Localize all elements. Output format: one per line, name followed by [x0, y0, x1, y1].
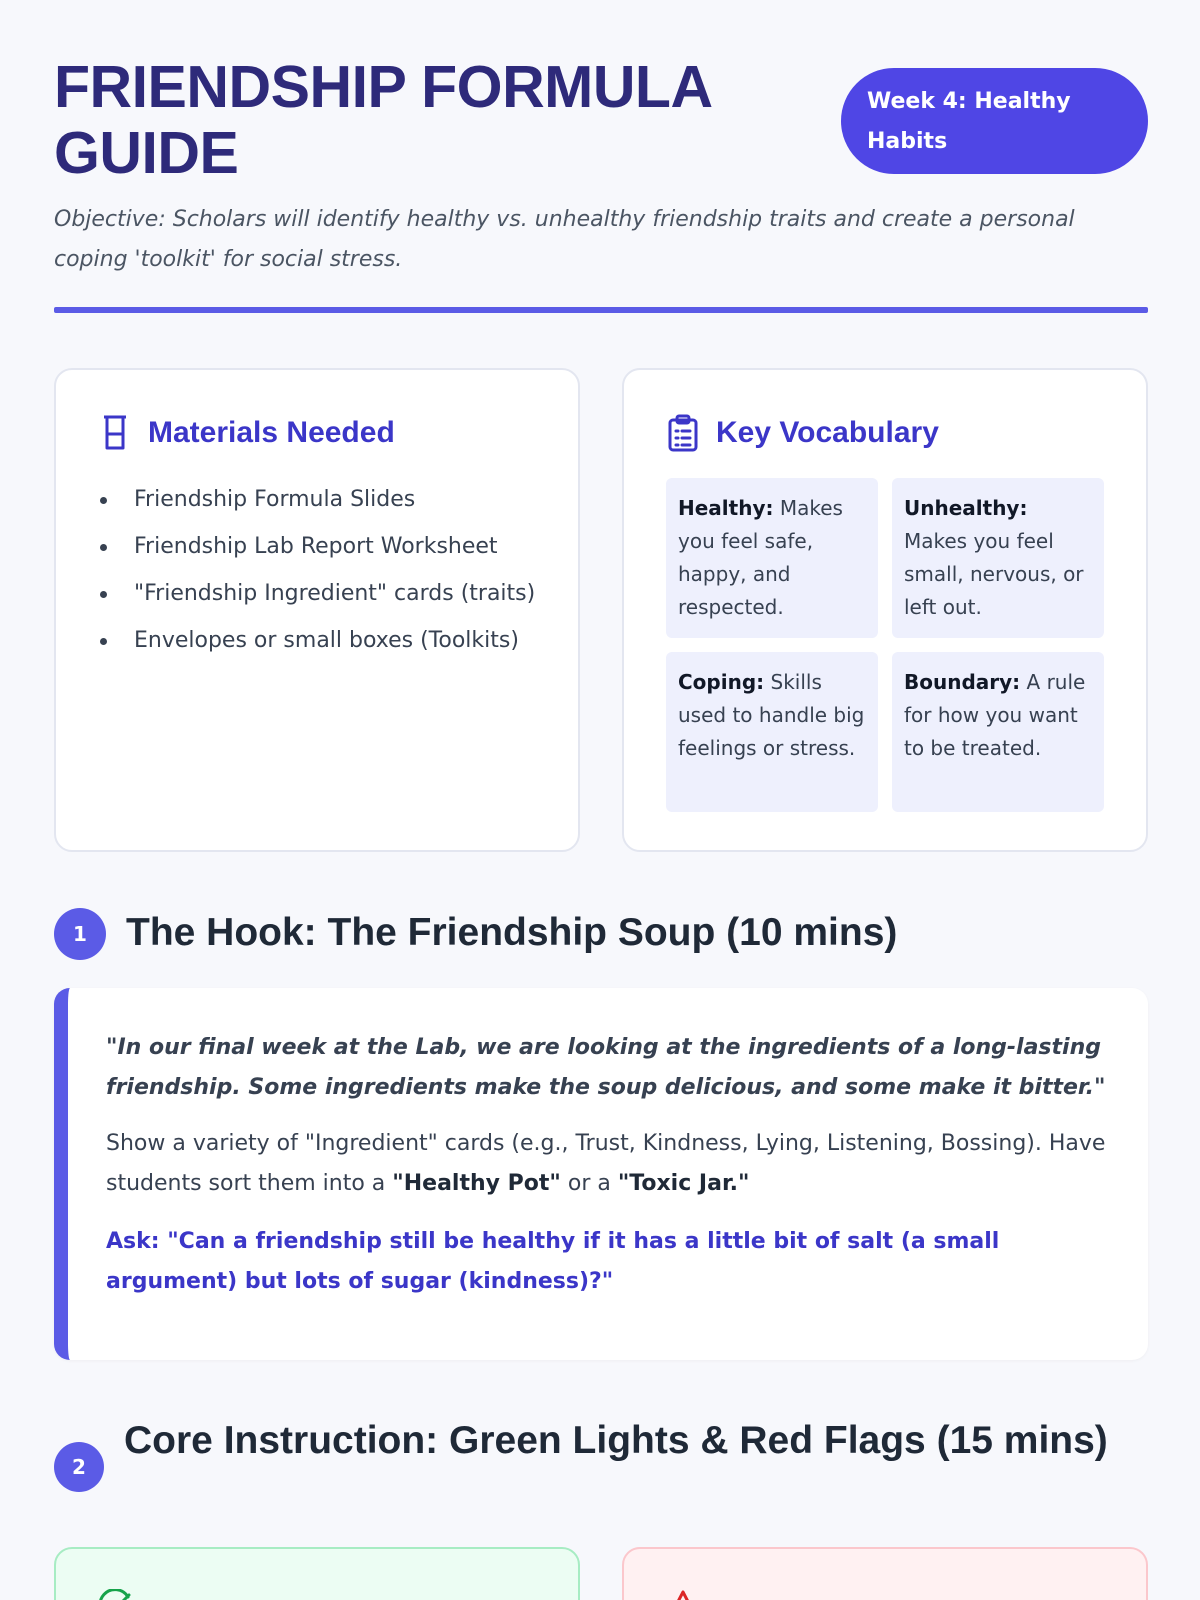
- materials-heading-label: Materials Needed: [148, 416, 395, 449]
- section-number-badge: 2: [54, 1442, 104, 1492]
- hook-text: Show a variety of "Ingredient" cards (e.g., Trust, Kindness, Lying, Listening, Bossing). Have students sort them into a: [106, 1131, 1106, 1196]
- vocab-term: Coping:: [678, 670, 765, 694]
- beaker-icon: [98, 414, 132, 452]
- vocab-term: Boundary:: [904, 670, 1021, 694]
- vocabulary-grid: [666, 478, 1106, 812]
- hook-instructions: [106, 1124, 1106, 1204]
- materials-card: [54, 368, 580, 852]
- section-title: Core Instruction: Green Lights & Red Flags (15 mins): [124, 1419, 1108, 1462]
- week-badge: Week 4: Healthy Habits: [841, 68, 1148, 174]
- vocab-term-boundary: [892, 652, 1104, 812]
- red-flags-card: [622, 1547, 1148, 1600]
- vocab-definition: Makes you feel safe, happy, and respected.: [678, 496, 843, 619]
- vocab-term-healthy: [666, 478, 878, 638]
- section-title: The Hook: The Friendship Soup (10 mins): [126, 911, 898, 954]
- hook-text: or a: [560, 1171, 618, 1196]
- hook-activity-box: [54, 988, 1148, 1360]
- list-item: Friendship Formula Slides: [98, 480, 548, 520]
- vocabulary-heading-label: Key Vocabulary: [716, 416, 939, 449]
- vocab-definition: A rule for how you want to be treated.: [904, 670, 1086, 760]
- vocabulary-heading: [666, 414, 939, 452]
- header-divider: [54, 307, 1148, 313]
- materials-list: [98, 480, 548, 668]
- vocab-term-coping: [666, 652, 878, 812]
- hook-emphasis: "Toxic Jar.": [617, 1171, 750, 1196]
- hook-quote: "In our final week at the Lab, we are looking at the ingredients of a long-lasting friendship. Some ingredients make the soup delicious, and some make it bitter.": [106, 1035, 1106, 1100]
- hook-emphasis: "Healthy Pot": [392, 1171, 561, 1196]
- vocab-definition: Skills used to handle big feelings or stress.: [678, 670, 865, 760]
- section-number-badge: 1: [54, 908, 106, 960]
- vocab-term: Unhealthy:: [904, 496, 1028, 520]
- vocabulary-card: [622, 368, 1148, 852]
- hook-discussion-question: Ask: "Can a friendship still be healthy if it has a little bit of salt (a small argument) but lots of sugar (kindness)?": [106, 1229, 1000, 1294]
- flag-icon: [666, 1589, 700, 1600]
- list-item: Envelopes or small boxes (Toolkits): [98, 621, 548, 661]
- clipboard-icon: [666, 414, 700, 452]
- list-item: Friendship Lab Report Worksheet: [98, 527, 548, 567]
- green-lights-card: [54, 1547, 580, 1600]
- vocab-term-unhealthy: [892, 478, 1104, 638]
- materials-heading: [98, 414, 395, 452]
- list-item: "Friendship Ingredient" cards (traits): [98, 574, 548, 614]
- page-title: FRIENDSHIP FORMULA GUIDE: [54, 54, 711, 186]
- check-circle-icon: [98, 1589, 132, 1600]
- vocab-term: Healthy:: [678, 496, 774, 520]
- vocab-definition: Makes you feel small, nervous, or left out.: [904, 529, 1084, 619]
- objective-text: Objective: Scholars will identify healthy vs. unhealthy friendship traits and create a personal coping 'toolkit' for social stress.: [54, 207, 1075, 272]
